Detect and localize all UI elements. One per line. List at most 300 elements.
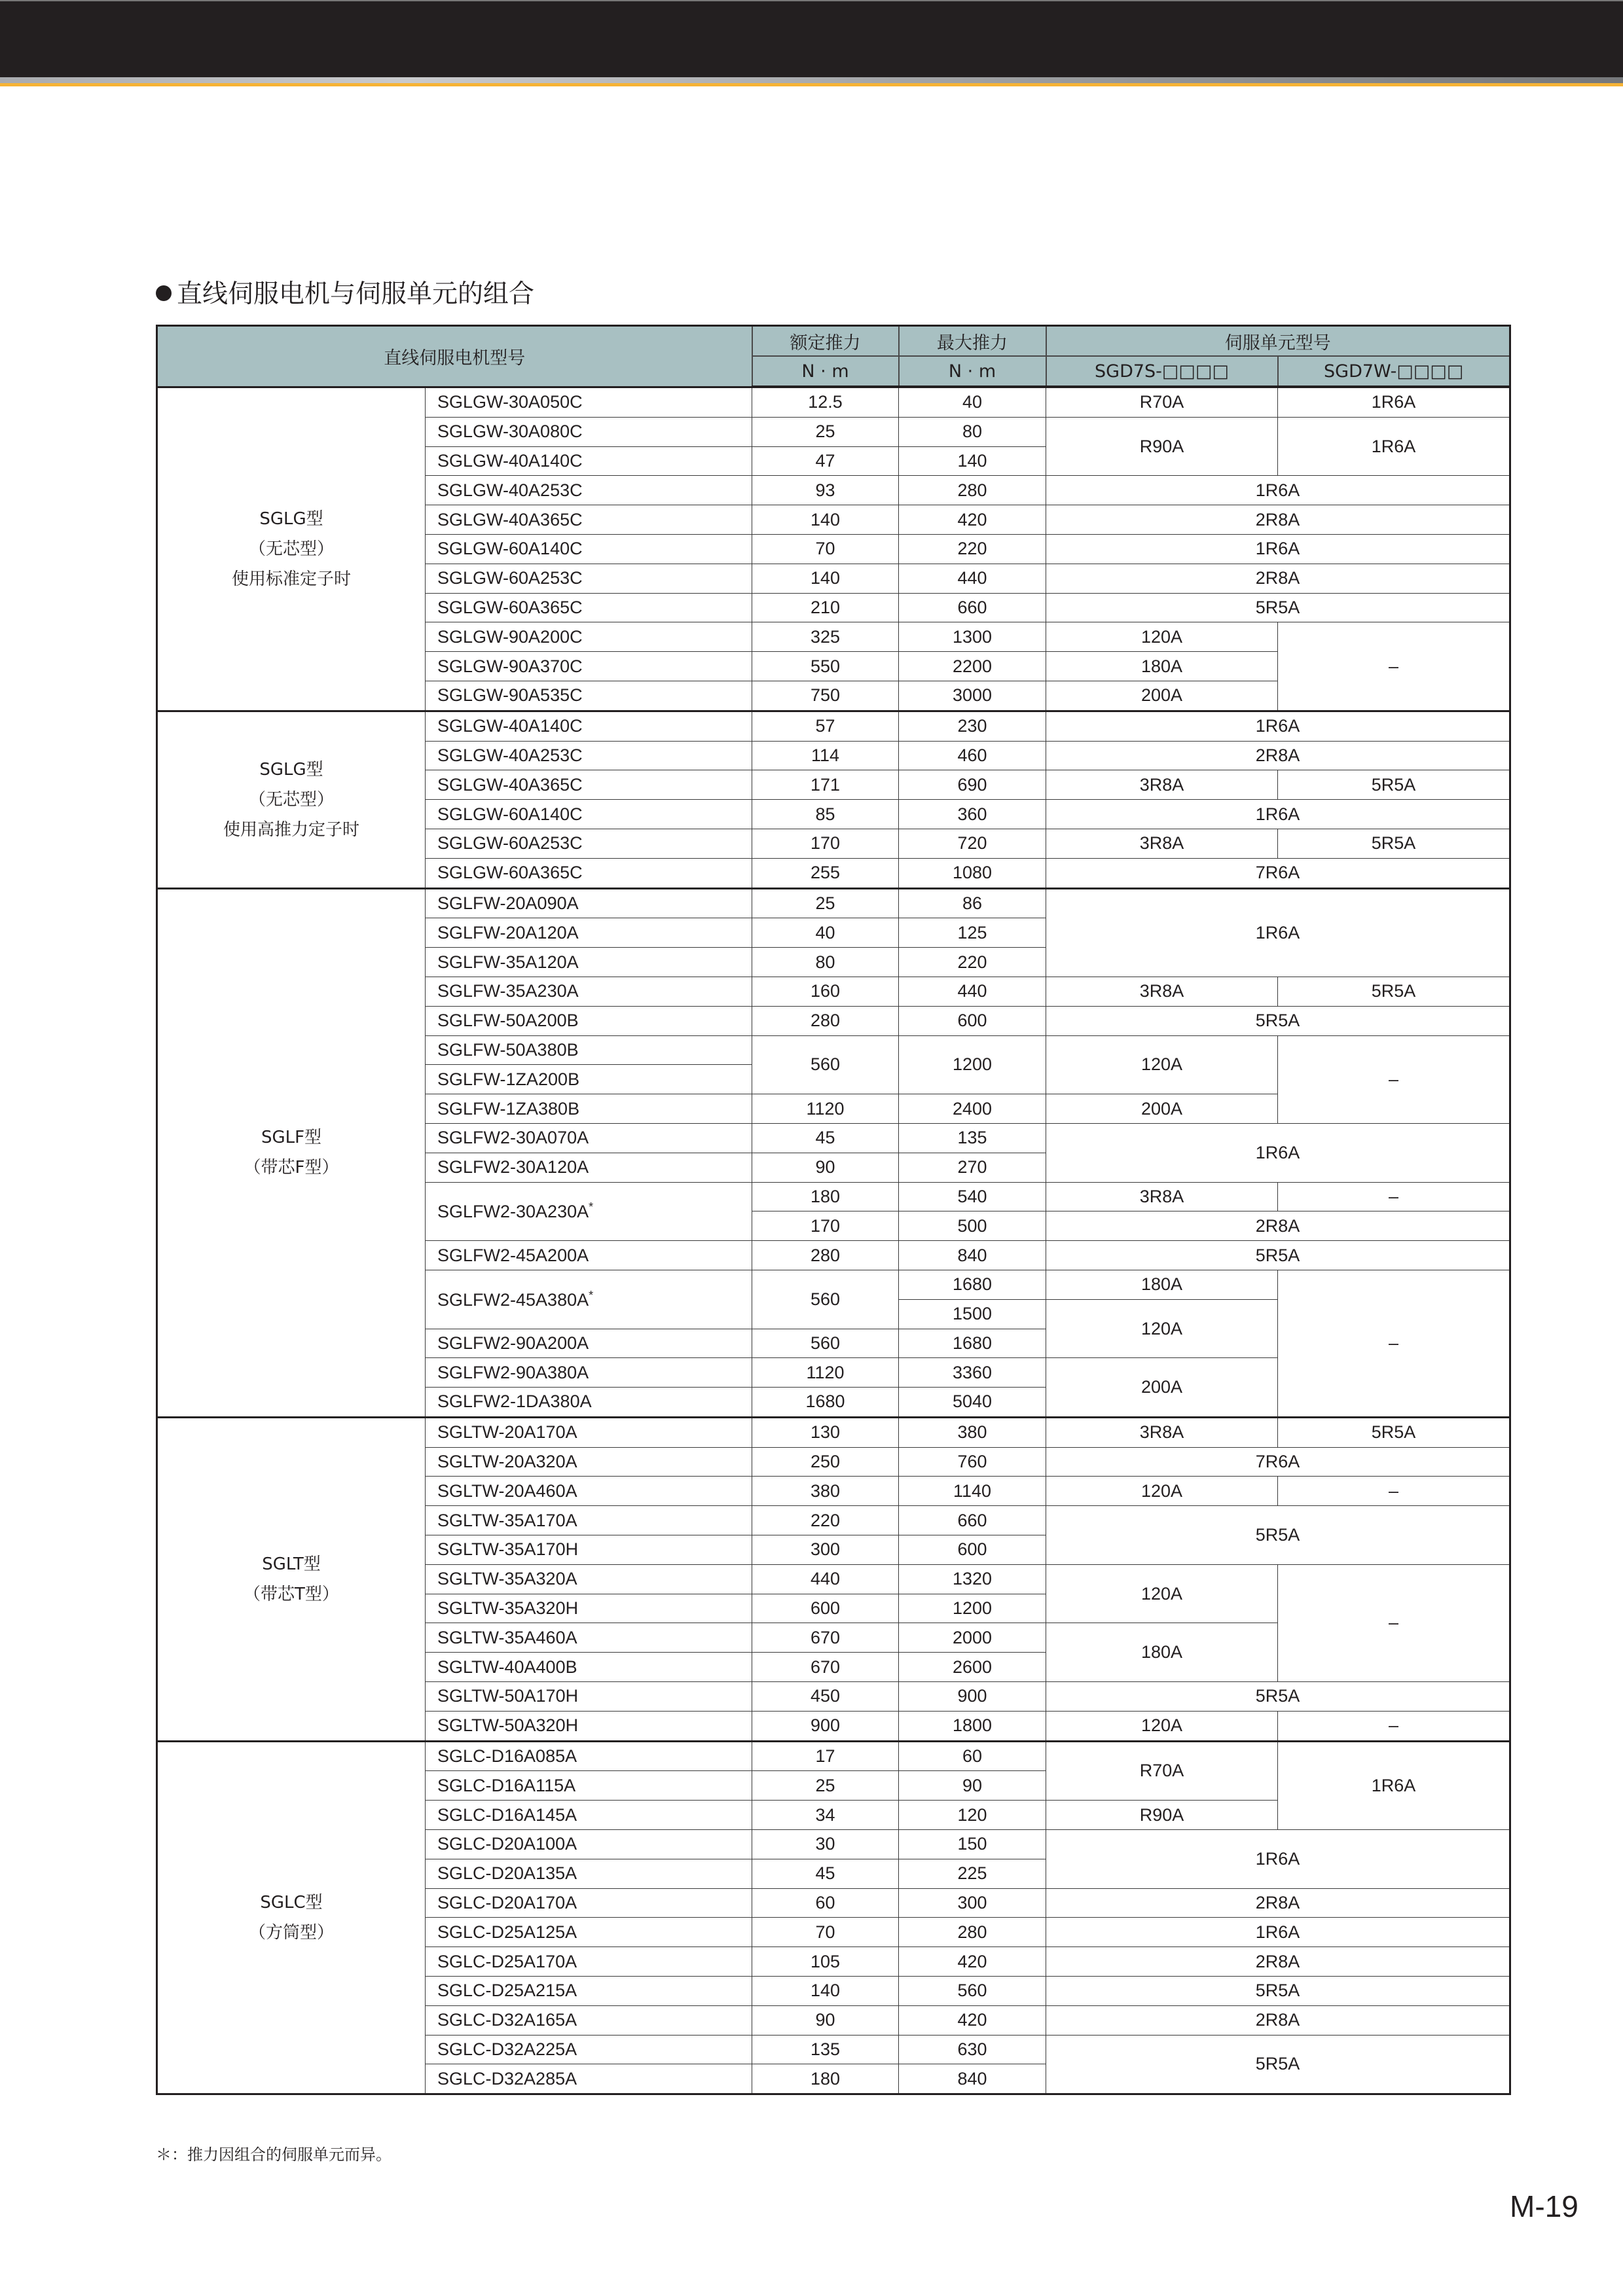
- servo-unit-shared-cell: 1R6A: [1046, 1123, 1510, 1182]
- sgd7s-cell: 3R8A: [1046, 977, 1278, 1006]
- motor-series-label: [157, 1417, 426, 1741]
- section-title-text: 直线伺服电机与伺服单元的组合: [177, 279, 535, 309]
- sgd7w-cell: 5R5A: [1278, 770, 1510, 800]
- rated-force-cell: 25: [752, 1771, 899, 1801]
- motor-model: SGLGW-60A140C: [437, 804, 583, 824]
- motor-model-cell: [426, 1741, 752, 1771]
- max-force-cell: 500: [899, 1211, 1046, 1241]
- max-force-cell: 2200: [899, 652, 1046, 681]
- max-force-cell: 840: [899, 1241, 1046, 1270]
- motor-model-cell: [426, 1711, 752, 1741]
- motor-series-label-line: （方筒型）: [248, 1922, 334, 1943]
- motor-model: SGLGW-90A535C: [437, 685, 583, 706]
- motor-model: SGLC-D32A165A: [437, 2010, 577, 2030]
- motor-model-cell: [426, 770, 752, 800]
- sgd7w-cell: 5R5A: [1278, 977, 1510, 1006]
- motor-model-cell: [426, 1594, 752, 1623]
- sgd7s-cell: 180A: [1046, 652, 1278, 681]
- rated-force-cell: 255: [752, 858, 899, 888]
- rated-force-cell: 670: [752, 1623, 899, 1653]
- servo-unit-shared-cell: 2R8A: [1046, 2005, 1510, 2035]
- motor-model: SGLGW-30A080C: [437, 422, 583, 442]
- max-force-cell: 1200: [899, 1594, 1046, 1623]
- motor-model-cell: [426, 1270, 752, 1329]
- motor-model: SGLC-D32A225A: [437, 2039, 577, 2060]
- motor-model-cell: [426, 858, 752, 888]
- table-row: [157, 711, 1510, 741]
- rated-force-cell: 45: [752, 1123, 899, 1153]
- motor-model: SGLFW2-45A200A: [437, 1245, 589, 1265]
- motor-model: SGLFW2-90A380A: [437, 1362, 589, 1382]
- max-force-cell: 90: [899, 1771, 1046, 1801]
- sgd7w-cell: 5R5A: [1278, 1417, 1510, 1447]
- max-force-cell: 2400: [899, 1094, 1046, 1124]
- motor-model-cell: [426, 1065, 752, 1094]
- max-force-cell: 225: [899, 1859, 1046, 1888]
- header-sgd7w: SGD7W-□□□□: [1278, 356, 1510, 387]
- rated-force-cell: 170: [752, 1211, 899, 1241]
- header-sgd7s: SGD7S-□□□□: [1046, 356, 1278, 387]
- rated-force-cell: 25: [752, 417, 899, 446]
- footnote-marker: *: [589, 1288, 594, 1302]
- motor-model-cell: [426, 652, 752, 681]
- max-force-cell: 150: [899, 1830, 1046, 1859]
- rated-force-cell: 85: [752, 800, 899, 829]
- max-force-cell: 1320: [899, 1564, 1046, 1594]
- rated-force-cell: 140: [752, 564, 899, 593]
- servo-unit-shared-cell: 1R6A: [1046, 534, 1510, 564]
- rated-force-cell: 140: [752, 505, 899, 535]
- motor-model: SGLTW-35A460A: [437, 1627, 577, 1647]
- motor-model-cell: [426, 1329, 752, 1358]
- max-force-cell: 280: [899, 476, 1046, 505]
- motor-model: SGLFW-35A230A: [437, 981, 579, 1001]
- motor-model-cell: [426, 711, 752, 741]
- rated-force-cell: 70: [752, 1918, 899, 1947]
- motor-model-cell: [426, 417, 752, 446]
- max-force-cell: 3360: [899, 1358, 1046, 1388]
- rated-force-cell: 17: [752, 1741, 899, 1771]
- header-motor-model: 直线伺服电机型号: [157, 326, 752, 387]
- motor-model: SGLTW-20A320A: [437, 1452, 577, 1472]
- motor-series-label-line: 使用高推力定子时: [223, 819, 359, 840]
- motor-model: SGLC-D20A135A: [437, 1863, 577, 1884]
- motor-model-cell: [426, 1006, 752, 1035]
- table-row: [157, 387, 1510, 417]
- motor-model-cell: [426, 1682, 752, 1712]
- motor-model: SGLFW-20A120A: [437, 922, 579, 942]
- motor-model: SGLGW-60A253C: [437, 833, 583, 853]
- footnote: ＊：推力因组合的伺服单元而异。: [156, 2145, 392, 2164]
- max-force-cell: 660: [899, 593, 1046, 622]
- motor-model-cell: [426, 2035, 752, 2064]
- motor-model: SGLTW-35A320H: [437, 1598, 579, 1619]
- motor-model-cell: [426, 977, 752, 1006]
- rated-force-cell: 105: [752, 1947, 899, 1977]
- sgd7s-cell: 180A: [1046, 1270, 1278, 1299]
- rated-force-cell: 12.5: [752, 387, 899, 417]
- motor-model-cell: [426, 1653, 752, 1682]
- header-orange-stripe: [0, 83, 1623, 86]
- motor-model-cell: [426, 1830, 752, 1859]
- servo-unit-shared-cell: 7R6A: [1046, 858, 1510, 888]
- sgd7s-cell: 3R8A: [1046, 770, 1278, 800]
- sgd7s-cell: 120A: [1046, 1299, 1278, 1358]
- sgd7w-cell: –: [1278, 1270, 1510, 1417]
- motor-model-cell: [426, 505, 752, 535]
- motor-model: SGLGW-40A140C: [437, 716, 583, 736]
- motor-model-cell: [426, 564, 752, 593]
- max-force-cell: 230: [899, 711, 1046, 741]
- motor-model-cell: [426, 534, 752, 564]
- servo-unit-shared-cell: 5R5A: [1046, 1006, 1510, 1035]
- motor-model-cell: [426, 1947, 752, 1977]
- motor-model-cell: [426, 1035, 752, 1065]
- sgd7w-cell: –: [1278, 1477, 1510, 1506]
- rated-force-cell: 600: [752, 1594, 899, 1623]
- rated-force-cell: 550: [752, 652, 899, 681]
- footnote-marker: *: [589, 1200, 594, 1214]
- max-force-cell: 60: [899, 1741, 1046, 1771]
- motor-series-label-line: SGLT型: [262, 1554, 321, 1574]
- max-force-cell: 380: [899, 1417, 1046, 1447]
- max-force-cell: 2000: [899, 1623, 1046, 1653]
- rated-force-cell: 90: [752, 1153, 899, 1182]
- motor-model: SGLFW2-30A120A: [437, 1157, 589, 1177]
- max-force-cell: 3000: [899, 681, 1046, 711]
- motor-series-label-line: （无芯型）: [248, 789, 334, 810]
- bullet-icon: [156, 285, 172, 301]
- motor-model-cell: [426, 387, 752, 417]
- servo-unit-shared-cell: 1R6A: [1046, 1830, 1510, 1889]
- motor-model: SGLFW-1ZA200B: [437, 1069, 580, 1089]
- sgd7w-cell: 1R6A: [1278, 417, 1510, 476]
- max-force-cell: 1200: [899, 1035, 1046, 1094]
- motor-model: SGLGW-40A365C: [437, 509, 583, 529]
- motor-model-cell: [426, 593, 752, 622]
- max-force-cell: 1680: [899, 1329, 1046, 1358]
- motor-model-cell: [426, 888, 752, 918]
- motor-model: SGLTW-40A400B: [437, 1657, 577, 1677]
- rated-force-cell: 280: [752, 1006, 899, 1035]
- motor-model: SGLC-D16A145A: [437, 1804, 577, 1825]
- max-force-cell: 630: [899, 2035, 1046, 2064]
- sgd7s-cell: 120A: [1046, 1564, 1278, 1623]
- motor-model: SGLC-D32A285A: [437, 2068, 577, 2089]
- motor-model-cell: [426, 1888, 752, 1918]
- motor-series-label-line: SGLF型: [261, 1128, 322, 1148]
- sgd7s-cell: 120A: [1046, 622, 1278, 652]
- rated-force-cell: 450: [752, 1682, 899, 1712]
- rated-force-cell: 80: [752, 948, 899, 977]
- motor-model-cell: [426, 1506, 752, 1535]
- sgd7s-cell: R90A: [1046, 1801, 1278, 1830]
- servo-unit-shared-cell: 1R6A: [1046, 1918, 1510, 1947]
- max-force-cell: 560: [899, 1977, 1046, 2006]
- max-force-cell: 140: [899, 446, 1046, 476]
- max-force-cell: 135: [899, 1123, 1046, 1153]
- motor-model: SGLFW2-90A200A: [437, 1333, 589, 1353]
- servo-unit-shared-cell: 5R5A: [1046, 1506, 1510, 1565]
- motor-model-cell: [426, 2064, 752, 2094]
- sgd7w-cell: 5R5A: [1278, 829, 1510, 858]
- max-force-cell: 660: [899, 1506, 1046, 1535]
- max-force-cell: 1300: [899, 622, 1046, 652]
- motor-model: SGLGW-60A365C: [437, 597, 583, 617]
- max-force-cell: 80: [899, 417, 1046, 446]
- rated-force-cell: 380: [752, 1477, 899, 1506]
- max-force-cell: 420: [899, 2005, 1046, 2035]
- sgd7s-cell: 3R8A: [1046, 829, 1278, 858]
- motor-model-cell: [426, 1623, 752, 1653]
- motor-model: SGLTW-50A320H: [437, 1715, 579, 1736]
- motor-model: SGLGW-60A365C: [437, 863, 583, 883]
- motor-series-label-line: （带芯F型）: [244, 1158, 339, 1178]
- motor-model: SGLGW-40A140C: [437, 450, 583, 471]
- rated-force-cell: 70: [752, 534, 899, 564]
- motor-model: SGLTW-35A170A: [437, 1510, 577, 1530]
- sgd7w-cell: –: [1278, 1711, 1510, 1741]
- table-row: [157, 1741, 1510, 1771]
- header-rated-force: 额定推力: [752, 326, 899, 357]
- servo-unit-shared-cell: 2R8A: [1046, 1888, 1510, 1918]
- servo-unit-shared-cell: 2R8A: [1046, 505, 1510, 535]
- rated-force-cell: 114: [752, 741, 899, 770]
- rated-force-cell: 325: [752, 622, 899, 652]
- sgd7w-cell: –: [1278, 1564, 1510, 1681]
- max-force-cell: 125: [899, 918, 1046, 948]
- motor-model: SGLTW-20A170A: [437, 1422, 577, 1443]
- motor-model-cell: [426, 1182, 752, 1241]
- motor-model-cell: [426, 446, 752, 476]
- motor-model-cell: [426, 681, 752, 711]
- motor-model-cell: [426, 918, 752, 948]
- rated-force-cell: 560: [752, 1329, 899, 1358]
- rated-force-cell: 90: [752, 2005, 899, 2035]
- sgd7s-cell: 200A: [1046, 1358, 1278, 1418]
- rated-force-cell: 30: [752, 1830, 899, 1859]
- servo-unit-shared-cell: 1R6A: [1046, 800, 1510, 829]
- motor-model-cell: [426, 1535, 752, 1565]
- motor-model-cell: [426, 1771, 752, 1801]
- max-force-cell: 1140: [899, 1477, 1046, 1506]
- max-force-cell: 5040: [899, 1388, 1046, 1418]
- servo-unit-shared-cell: 1R6A: [1046, 476, 1510, 505]
- max-force-cell: 600: [899, 1535, 1046, 1565]
- sgd7s-cell: 3R8A: [1046, 1417, 1278, 1447]
- max-force-cell: 280: [899, 1918, 1046, 1947]
- motor-model-cell: [426, 1123, 752, 1153]
- motor-model-cell: [426, 1447, 752, 1477]
- rated-force-cell: 900: [752, 1711, 899, 1741]
- sgd7s-cell: 120A: [1046, 1477, 1278, 1506]
- max-force-cell: 1080: [899, 858, 1046, 888]
- max-force-cell: 220: [899, 948, 1046, 977]
- max-force-cell: 360: [899, 800, 1046, 829]
- motor-model-cell: [426, 741, 752, 770]
- motor-model-cell: [426, 1801, 752, 1830]
- rated-force-cell: 171: [752, 770, 899, 800]
- servo-unit-shared-cell: 2R8A: [1046, 741, 1510, 770]
- rated-force-cell: 440: [752, 1564, 899, 1594]
- motor-model: SGLFW2-1DA380A: [437, 1391, 592, 1412]
- rated-force-cell: 57: [752, 711, 899, 741]
- sgd7w-cell: –: [1278, 1035, 1510, 1123]
- motor-model-cell: [426, 1153, 752, 1182]
- max-force-cell: 600: [899, 1006, 1046, 1035]
- motor-model: SGLFW-35A120A: [437, 952, 579, 972]
- rated-force-cell: 130: [752, 1417, 899, 1447]
- rated-force-cell: 560: [752, 1270, 899, 1329]
- rated-force-cell: 180: [752, 2064, 899, 2094]
- rated-force-cell: 135: [752, 2035, 899, 2064]
- rated-force-cell: 250: [752, 1447, 899, 1477]
- motor-model: SGLGW-40A365C: [437, 774, 583, 795]
- rated-force-cell: 40: [752, 918, 899, 948]
- max-force-cell: 86: [899, 888, 1046, 918]
- rated-force-cell: 93: [752, 476, 899, 505]
- max-force-cell: 270: [899, 1153, 1046, 1182]
- rated-force-cell: 1120: [752, 1094, 899, 1124]
- motor-model: SGLFW-50A380B: [437, 1039, 579, 1060]
- motor-model-cell: [426, 1388, 752, 1418]
- motor-model-cell: [426, 1859, 752, 1888]
- sgd7s-cell: R90A: [1046, 417, 1278, 476]
- sgd7s-cell: 120A: [1046, 1711, 1278, 1741]
- motor-model: SGLTW-35A320A: [437, 1569, 577, 1589]
- rated-force-cell: 750: [752, 681, 899, 711]
- motor-model: SGLGW-60A140C: [437, 539, 583, 559]
- servo-unit-shared-cell: 5R5A: [1046, 593, 1510, 622]
- motor-series-label: [157, 888, 426, 1417]
- max-force-cell: 760: [899, 1447, 1046, 1477]
- max-force-cell: 1800: [899, 1711, 1046, 1741]
- rated-force-cell: 60: [752, 1888, 899, 1918]
- max-force-cell: 220: [899, 534, 1046, 564]
- motor-model: SGLC-D25A170A: [437, 1951, 577, 1971]
- motor-model-cell: [426, 948, 752, 977]
- rated-force-cell: 160: [752, 977, 899, 1006]
- max-force-cell: 540: [899, 1182, 1046, 1211]
- sgd7w-cell: 1R6A: [1278, 387, 1510, 417]
- sgd7s-cell: 180A: [1046, 1623, 1278, 1682]
- motor-model: SGLFW2-30A230A: [437, 1202, 589, 1222]
- motor-model-cell: [426, 829, 752, 858]
- page-number: M-19: [1510, 2189, 1578, 2223]
- motor-model: SGLFW2-30A070A: [437, 1128, 589, 1148]
- motor-model-cell: [426, 1564, 752, 1594]
- max-force-cell: 420: [899, 505, 1046, 535]
- max-force-cell: 2600: [899, 1653, 1046, 1682]
- sgd7w-cell: –: [1278, 1182, 1510, 1211]
- motor-series-label-line: （无芯型）: [248, 539, 334, 559]
- rated-force-cell: 180: [752, 1182, 899, 1211]
- motor-model-cell: [426, 1918, 752, 1947]
- sgd7w-cell: 1R6A: [1278, 1741, 1510, 1829]
- sgd7s-cell: R70A: [1046, 387, 1278, 417]
- rated-force-cell: 1680: [752, 1388, 899, 1418]
- motor-model-cell: [426, 622, 752, 652]
- motor-series-label-line: SGLC型: [260, 1892, 323, 1912]
- rated-force-cell: 1120: [752, 1358, 899, 1388]
- rated-force-cell: 47: [752, 446, 899, 476]
- max-force-cell: 120: [899, 1801, 1046, 1830]
- motor-model: SGLC-D25A215A: [437, 1981, 577, 2001]
- motor-model: SGLC-D20A100A: [437, 1834, 577, 1854]
- max-force-cell: 1500: [899, 1299, 1046, 1329]
- header-rated-force-unit: N · m: [752, 356, 899, 387]
- motor-series-label: [157, 387, 426, 711]
- table-body: [157, 387, 1510, 2094]
- motor-model-cell: [426, 1358, 752, 1388]
- rated-force-cell: 140: [752, 1977, 899, 2006]
- servo-unit-shared-cell: 2R8A: [1046, 1211, 1510, 1241]
- motor-model: SGLFW-1ZA380B: [437, 1098, 580, 1119]
- motor-model: SGLGW-90A370C: [437, 656, 583, 676]
- servo-unit-shared-cell: 1R6A: [1046, 888, 1510, 977]
- motor-model: SGLTW-35A170H: [437, 1539, 579, 1560]
- max-force-cell: 440: [899, 977, 1046, 1006]
- motor-model-cell: [426, 1241, 752, 1270]
- header-dark-bar: [0, 0, 1623, 77]
- rated-force-cell: 170: [752, 829, 899, 858]
- motor-model: SGLGW-30A050C: [437, 392, 583, 412]
- motor-model-cell: [426, 1417, 752, 1447]
- motor-model-cell: [426, 1977, 752, 2006]
- max-force-cell: 690: [899, 770, 1046, 800]
- header-servo-unit-model: 伺服单元型号: [1046, 326, 1510, 357]
- motor-model: SGLTW-50A170H: [437, 1686, 579, 1706]
- motor-model: SGLC-D20A170A: [437, 1893, 577, 1913]
- rated-force-cell: 210: [752, 593, 899, 622]
- motor-series-label-line: SGLG型: [259, 759, 323, 780]
- rated-force-cell: 34: [752, 1801, 899, 1830]
- servo-unit-shared-cell: 2R8A: [1046, 1947, 1510, 1977]
- motor-model: SGLFW2-45A380A: [437, 1289, 589, 1310]
- sgd7s-cell: 200A: [1046, 681, 1278, 711]
- rated-force-cell: 560: [752, 1035, 899, 1094]
- motor-model-cell: [426, 476, 752, 505]
- max-force-cell: 720: [899, 829, 1046, 858]
- motor-model: SGLGW-90A200C: [437, 626, 583, 647]
- motor-model: SGLFW-50A200B: [437, 1011, 579, 1031]
- servo-unit-shared-cell: 2R8A: [1046, 564, 1510, 593]
- sgd7s-cell: 120A: [1046, 1035, 1278, 1094]
- motor-model-cell: [426, 800, 752, 829]
- motor-series-label: [157, 1741, 426, 2094]
- motor-model: SGLC-D16A085A: [437, 1746, 577, 1767]
- motor-series-label-line: SGLG型: [259, 509, 323, 529]
- rated-force-cell: 25: [752, 888, 899, 918]
- rated-force-cell: 300: [752, 1535, 899, 1565]
- header-grey-stripe: [0, 77, 1623, 83]
- motor-model: SGLGW-40A253C: [437, 745, 583, 765]
- rated-force-cell: 670: [752, 1653, 899, 1682]
- table-row: [157, 888, 1510, 918]
- sgd7s-cell: 200A: [1046, 1094, 1278, 1124]
- motor-model-cell: [426, 2005, 752, 2035]
- motor-model: SGLGW-60A253C: [437, 568, 583, 588]
- motor-model: SGLFW-20A090A: [437, 893, 579, 913]
- motor-series-label-line: 使用标准定子时: [231, 569, 351, 589]
- max-force-cell: 440: [899, 564, 1046, 593]
- max-force-cell: 840: [899, 2064, 1046, 2094]
- servo-unit-shared-cell: 5R5A: [1046, 2035, 1510, 2094]
- header-max-force-unit: N · m: [899, 356, 1046, 387]
- section-title: [156, 274, 534, 310]
- table-row: [157, 1417, 1510, 1447]
- combination-table: [156, 325, 1511, 2095]
